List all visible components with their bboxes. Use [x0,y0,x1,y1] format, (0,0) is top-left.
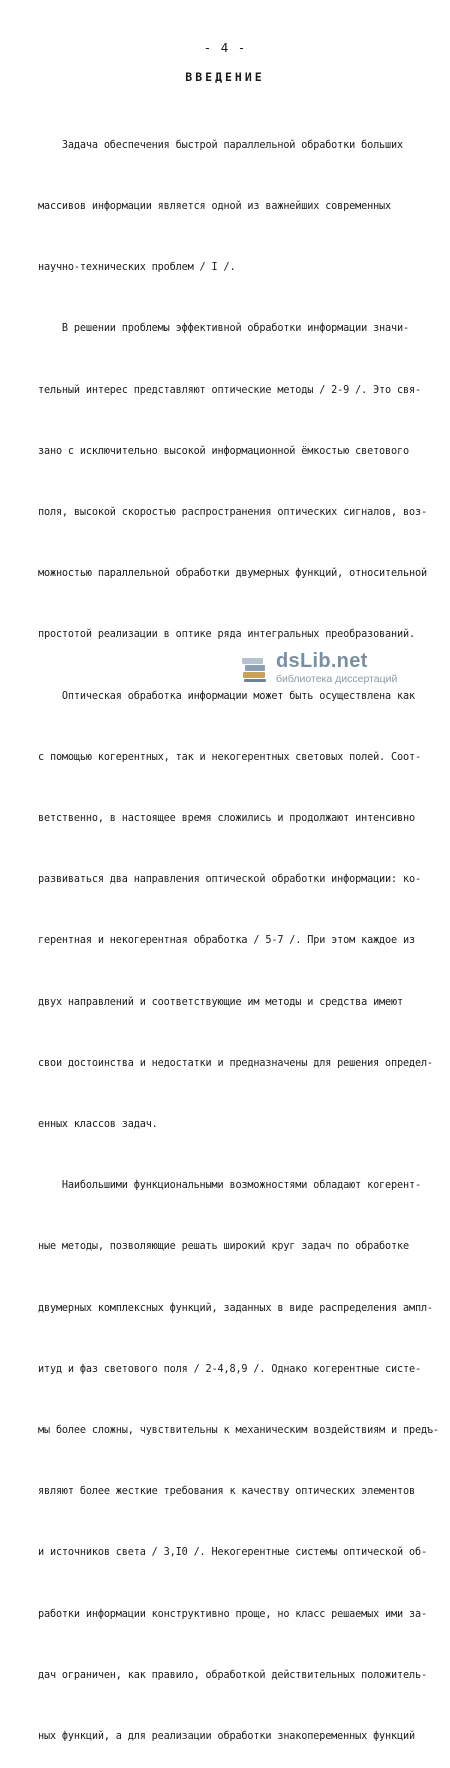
text-line: с помощью когерентных, так и некогерентных световых полей. Соот- [38,751,421,763]
page-number: - 4 - [203,40,247,55]
text-line: герентная и некогерентная обработка / 5-7 /. При этом каждое из [38,935,415,947]
text-line: свои достоинства и недостатки и предназначены для решения определ- [38,1057,433,1069]
text-line: простотой реализации в оптике ряда интегральных преобразований. [38,629,415,641]
text-line: массивов информации является одной из важнейших современных [38,201,392,213]
text-line: Задача обеспечения быстрой параллельной обработки больших [38,139,403,151]
text-line: работки информации конструктивно проще, но класс решаемых ими за- [38,1608,427,1620]
watermark-tagline: библиотека диссертаций [276,673,398,685]
text-line: В решении проблемы эффективной обработки информации значи- [38,323,409,335]
text-line: являют более жесткие требования к качеству оптических элементов [38,1486,415,1498]
text-line: мы более сложны, чувствительны к механическим воздействиям и предъ- [38,1425,439,1437]
text-line: развиваться два направления оптической обработки информации: ко- [38,874,421,886]
text-line: научно-технических проблем / I /. [38,262,236,274]
section-heading: ВВЕДЕНИЕ [185,70,265,84]
text-line: зано с исключительно высокой информационной ёмкостью светового [38,445,409,457]
text-line: Наибольшими функциональными возможностями обладают когерент- [38,1180,421,1192]
text-line: двух направлений и соответствующие им методы и средства имеют [38,996,403,1008]
text-line: дач ограничен, как правило, обработкой действительных положитель- [38,1669,427,1681]
text-line: ные методы, позволяющие решать широкий круг задач по обработке [38,1241,409,1253]
text-line: тельный интерес представляют оптические методы / 2-9 /. Это свя- [38,384,421,396]
book-stack-icon [240,654,270,684]
text-line: ветственно, в настоящее время сложились и продолжают интенсивно [38,813,415,825]
watermark-site[interactable]: dsLib.net [276,650,368,672]
text-line: двумерных комплексных функций, заданных в виде распределения ампл- [38,1302,433,1314]
text-line: енных классов задач. [38,1119,158,1131]
text-line: итуд и фаз светового поля / 2-4,8,9 /. Однако когерентные систе- [38,1363,421,1375]
text-line: можностью параллельной обработки двумерных функций, относительной [38,568,427,580]
text-line: Оптическая обработка информации может быть осуществлена как [38,690,415,702]
text-line: и источников света / 3,I0 /. Некогерентные системы оптической об- [38,1547,427,1559]
body-text [38,95,438,1768]
text-line: ных функций, а для реализации обработки знакопеременных функций [38,1731,415,1743]
text-line: поля, высокой скоростью распространения оптических сигналов, воз- [38,507,427,519]
watermark[interactable] [240,650,440,688]
